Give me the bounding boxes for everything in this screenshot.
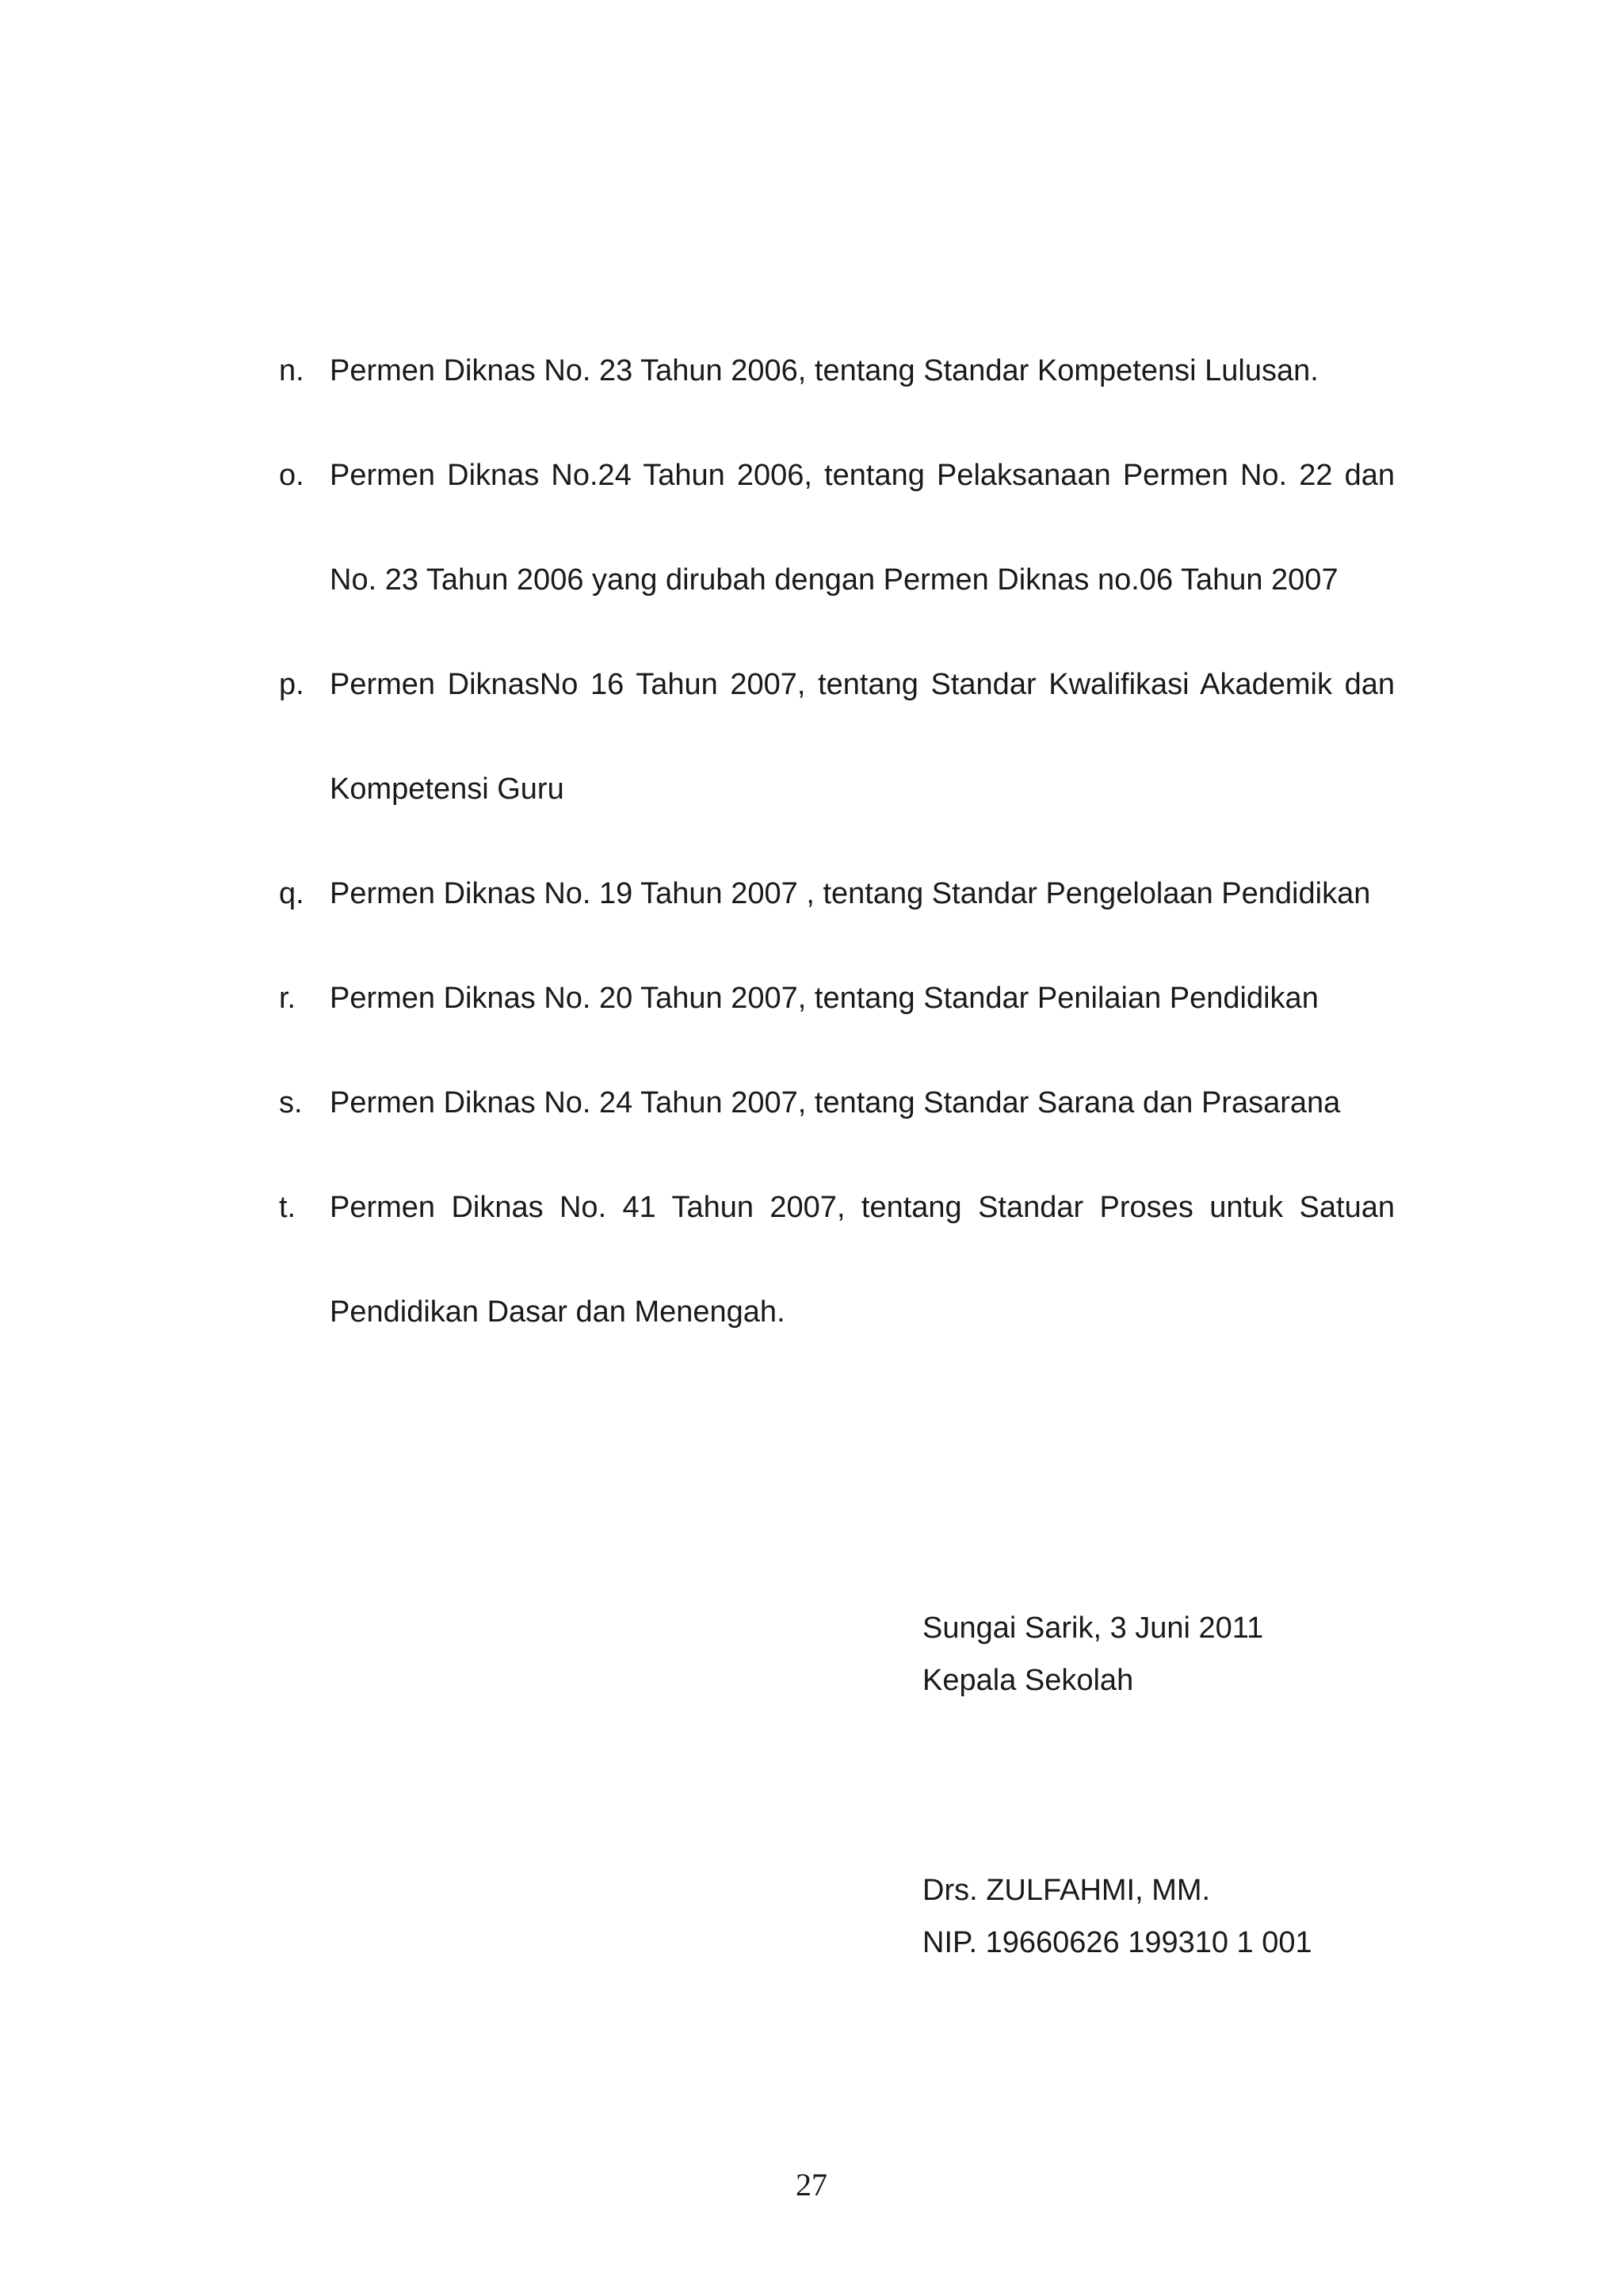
list-item [279,1155,1395,1364]
list-marker: p. [279,668,304,701]
signature-position: Kepala Sekolah [922,1664,1134,1697]
list-item-line: Permen Diknas No. 20 Tahun 2007, tentang Standar Penilaian Pendidikan [330,982,1319,1015]
list-item-line: No. 23 Tahun 2006 yang dirubah dengan Permen Diknas no.06 Tahun 2007 [330,563,1338,597]
list-item-line: Permen Diknas No. 19 Tahun 2007 , tentang Standar Pengelolaan Pendidikan [330,877,1371,910]
list-marker: t. [279,1191,296,1224]
list-marker: s. [279,1086,303,1119]
signature-block [922,1602,1312,1969]
list-item [279,946,1395,1051]
signature-name: Drs. ZULFAHMI, MM. [922,1874,1211,1907]
list-marker: n. [279,354,304,387]
list-item-line: Permen DiknasNo 16 Tahun 2007, tentang Standar Kwalifikasi Akademik dan [330,668,1395,701]
list-item [279,1051,1395,1155]
page-number: 27 [796,2167,827,2203]
list-marker: q. [279,877,304,910]
list-item-line: Permen Diknas No. 23 Tahun 2006, tentang Standar Kompetensi Lulusan. [330,354,1319,387]
list-item-line: Pendidikan Dasar dan Menengah. [330,1295,785,1329]
signature-nip: NIP. 19660626 199310 1 001 [922,1926,1312,1959]
signature-place-date: Sungai Sarik, 3 Juni 2011 [922,1611,1264,1645]
list-item-line: Permen Diknas No.24 Tahun 2006, tentang Pelaksanaan Permen No. 22 dan [330,459,1395,492]
list-item-line: Permen Diknas No. 41 Tahun 2007, tentang Standar Proses untuk Satuan [330,1191,1395,1224]
list-item [279,423,1395,632]
list-item [279,318,1395,423]
regulation-list [279,318,1395,1364]
list-item [279,632,1395,841]
list-item-line: Permen Diknas No. 24 Tahun 2007, tentang Standar Sarana dan Prasarana [330,1086,1341,1119]
list-item-line: Kompetensi Guru [330,772,564,806]
list-marker: o. [279,459,304,492]
list-item [279,841,1395,946]
list-marker: r. [279,982,296,1015]
signature-space [922,1707,1312,1864]
